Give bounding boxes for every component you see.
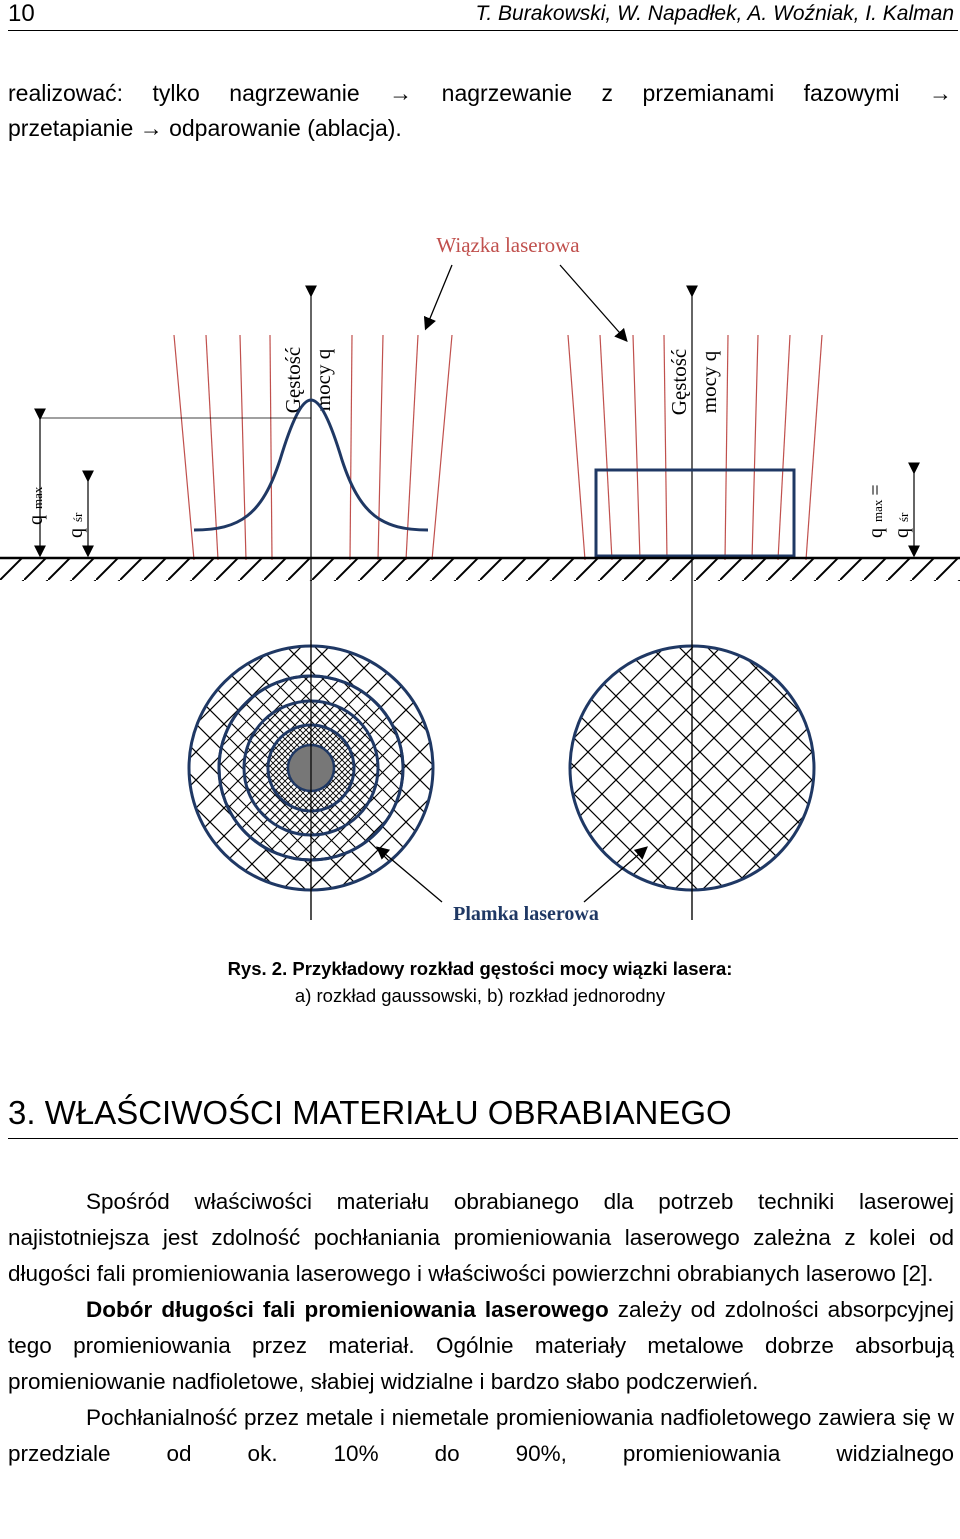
svg-text:qmax=: qmax= [865, 484, 887, 538]
body-text [8, 1184, 954, 1472]
q-max-label [25, 486, 47, 525]
svg-text:Gęstość: Gęstość [667, 348, 691, 416]
page-number: 10 [8, 0, 35, 27]
intro-line-2: przetapianie → odparowanie (ablacja). [8, 115, 402, 141]
surface-hatching [0, 559, 960, 581]
svg-text:Gęstość: Gęstość [281, 346, 305, 414]
paragraph-2 [8, 1292, 954, 1400]
laser-beam-figure [0, 220, 960, 940]
spot-pointer-left [378, 848, 442, 902]
svg-text:qśr: qśr [65, 512, 87, 538]
left-density-label [281, 347, 335, 414]
spot-label: Plamka laserowa [453, 903, 599, 925]
caption-title: Rys. 2. Przykładowy rozkład gęstości mocy wiązki lasera: [227, 958, 733, 979]
beam-label: Wiązka laserowa [436, 233, 580, 257]
q-sr-label [65, 512, 87, 538]
right-density-label [667, 349, 721, 416]
intro-line-1: realizować: tylko nagrzewanie → nagrzewanie z przemianami fazowymi → [8, 80, 952, 106]
running-header [8, 0, 958, 31]
svg-text:qmax: qmax [25, 486, 47, 525]
svg-text:qśr: qśr [891, 512, 913, 538]
svg-text:mocy q: mocy q [697, 350, 721, 414]
svg-text:mocy q: mocy q [311, 348, 335, 412]
paragraph-3: Pochłanialność przez metale i niemetale promieniowania nadfioletowego zawiera się w przedziale od ok. 10% do 90%, promieniowania widzialnego [8, 1405, 954, 1466]
intro-paragraph [8, 76, 952, 146]
figure-caption [0, 955, 960, 1009]
paragraph-2-rest: zależy od zdolności absorpcyjnej tego promieniowania przez materiał. Ogólnie materiały metalowe dobrze absorbują promieniowanie nadfioletowe, słabiej widzialne i bardzo słabo podczerwień. [8, 1297, 954, 1394]
beam-pointer-left [426, 265, 452, 328]
running-title: T. Burakowski, W. Napadłek, A. Woźniak, I. Kalman [475, 2, 954, 25]
uniform-profile [596, 470, 794, 556]
q-max-equals-label [865, 484, 887, 538]
section-heading: 3. WŁAŚCIWOŚCI MATERIAŁU OBRABIANEGO [8, 1094, 958, 1139]
right-beam-rays [568, 335, 822, 560]
beam-pointer-right [560, 265, 626, 340]
q-sr-right-label [891, 512, 913, 538]
caption-subtitle: a) rozkład gaussowski, b) rozkład jednorodny [294, 985, 666, 1006]
paragraph-1: Spośród właściwości materiału obrabianego dla potrzeb techniki laserowej najistotniejsza jest zdolność pochłaniania promieniowania laserowego zależna z kolei od długości fali promieniowania laserowego i właściwości powierzchni obrabianych laserowo [2]. [8, 1189, 954, 1286]
paragraph-2-bold: Dobór długości fali promieniowania laserowego [86, 1297, 609, 1322]
